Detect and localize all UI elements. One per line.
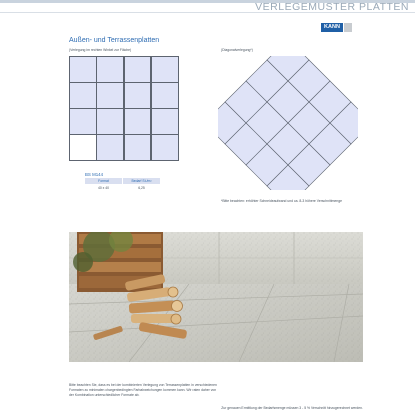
spec-header-demand: Bedarf St./m² [123, 178, 160, 184]
straight-tile [96, 108, 124, 135]
straight-tile [69, 134, 97, 161]
straight-tile [96, 134, 124, 161]
straight-tile [69, 108, 97, 135]
footer-text-line-2: Formaten zu minimalen chargenbedingten Farbabweichungen kommen kann. Wir raten daher von [69, 388, 217, 392]
straight-tile [96, 82, 124, 109]
straight-tile [124, 82, 152, 109]
spec-header-format: Format [85, 178, 122, 184]
terrace-photo [69, 232, 363, 362]
footer-text-line-1: Bitte beachten Sie, dass es bei der kombinierten Verlegung von Terrassenplatten in verschiedenen [69, 383, 217, 387]
straight-tile [69, 56, 97, 83]
diagonal-pattern-caption: (Diagonalverlegung*) [221, 48, 253, 52]
footer-text-line-3: der Kombination unterschiedlicher Formate ab. [69, 393, 140, 397]
straight-laying-pattern [69, 56, 178, 160]
straight-tile [151, 82, 179, 109]
straight-tile [96, 56, 124, 83]
diagonal-laying-pattern [218, 56, 358, 190]
straight-tile [124, 56, 152, 83]
straight-tile [151, 108, 179, 135]
straight-pattern-caption: (Verlegung im rechten Winkel zur Fläche) [69, 48, 132, 52]
straight-tile [151, 56, 179, 83]
brand-logo: KANN [321, 23, 343, 32]
section-title: Außen- und Terrassenplatten [69, 37, 160, 44]
straight-tile [151, 134, 179, 161]
diagonal-note: *Bitte beachten: erhöhter Schneideaufwand und ca. 8-3 höhere Verschnittmenge [221, 199, 343, 203]
logo-accent-block [344, 23, 352, 32]
straight-tile [124, 108, 152, 135]
spec-value-format: 40 x 40 [97, 186, 110, 190]
straight-tile [124, 134, 152, 161]
page-title: VERLEGEMUSTER PLATTEN [255, 1, 409, 13]
spec-value-demand: 6,25 [138, 186, 145, 190]
straight-tile [69, 82, 97, 109]
spec-table [85, 178, 160, 193]
footer-waste-note: Zur genauen Ermittlung der Bedarfsmenge müssen 3 - 5 % Verschnitt hinzugerechnet werden. [221, 406, 363, 410]
terrace-photo-illustration [69, 232, 363, 362]
article-number: BS M144 [85, 172, 104, 177]
